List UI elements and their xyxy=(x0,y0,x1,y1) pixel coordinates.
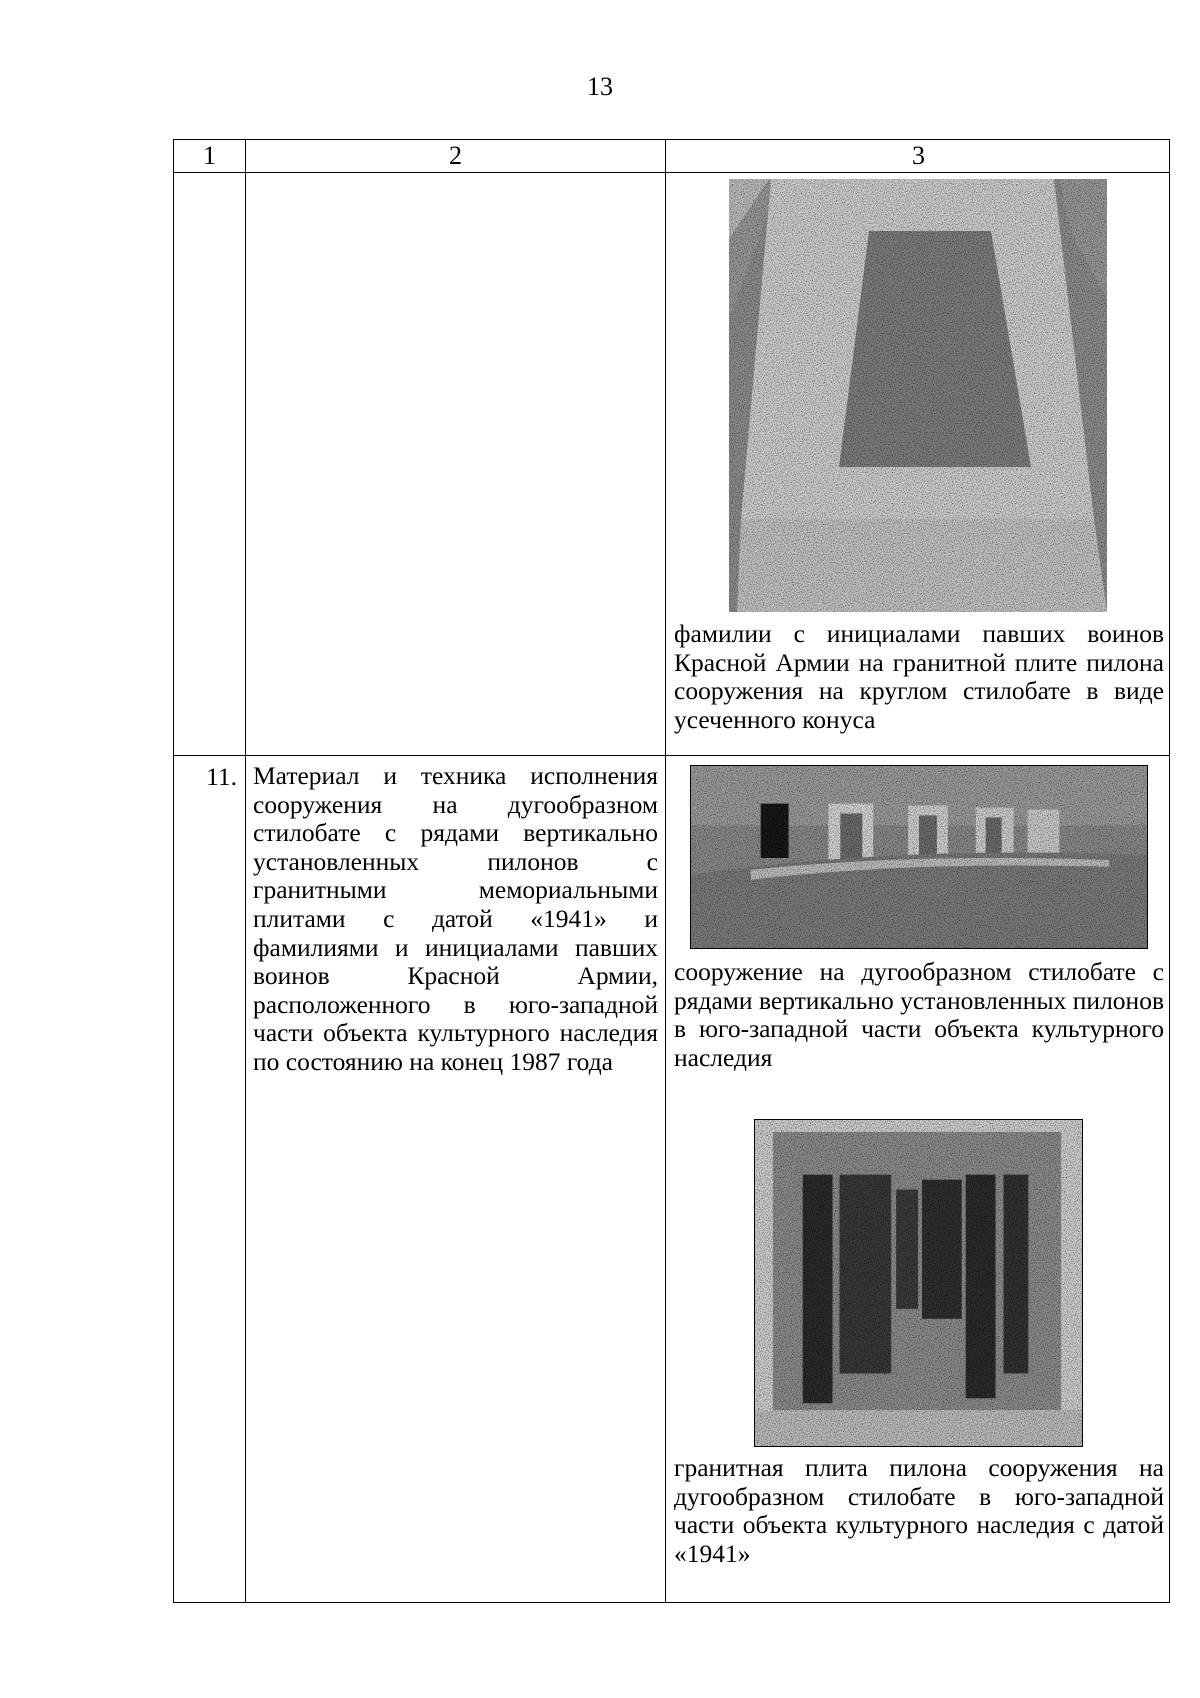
column-header-2: 2 xyxy=(449,141,462,170)
row-divider xyxy=(174,755,1169,756)
photo-pylon-plate xyxy=(754,1119,1083,1447)
image-caption: гранитная плита пилона сооружения на дугообразном стилобате в юго-западной части объекта культурного наследия с датой «1941» xyxy=(674,1453,1164,1568)
image-caption: сооружение на дугообразном стилобате с рядами вертикально установленных пилонов в юго-западной части объекта культурного наследия xyxy=(674,957,1164,1072)
column-divider xyxy=(665,140,666,1602)
row-divider xyxy=(174,172,1169,173)
column-header-1: 1 xyxy=(203,141,216,170)
document-table xyxy=(173,139,1170,1603)
photo-granite-slab xyxy=(729,179,1107,612)
column-divider xyxy=(245,140,246,1602)
image-caption: фамилии с инициалами павших воинов Красной Армии на гранитной плите пилона сооружения на круглом стилобате в виде усеченного конуса xyxy=(674,619,1164,734)
row-description: Материал и техника исполнения сооружения на дугообразном стилобате с рядами вертикально установленных пилонов с гранитными мемориальными плитами с датой «1941» и фамилиями и инициалами павших воинов Красной Армии, расположенного в юго-западной части объекта культурного наследия по состоянию на конец 1987 года xyxy=(253,761,658,1076)
photo-arched-stylobate xyxy=(690,765,1148,949)
row-number: 11. xyxy=(206,762,237,791)
column-header-3: 3 xyxy=(912,141,925,170)
page-number: 13 xyxy=(587,72,613,101)
